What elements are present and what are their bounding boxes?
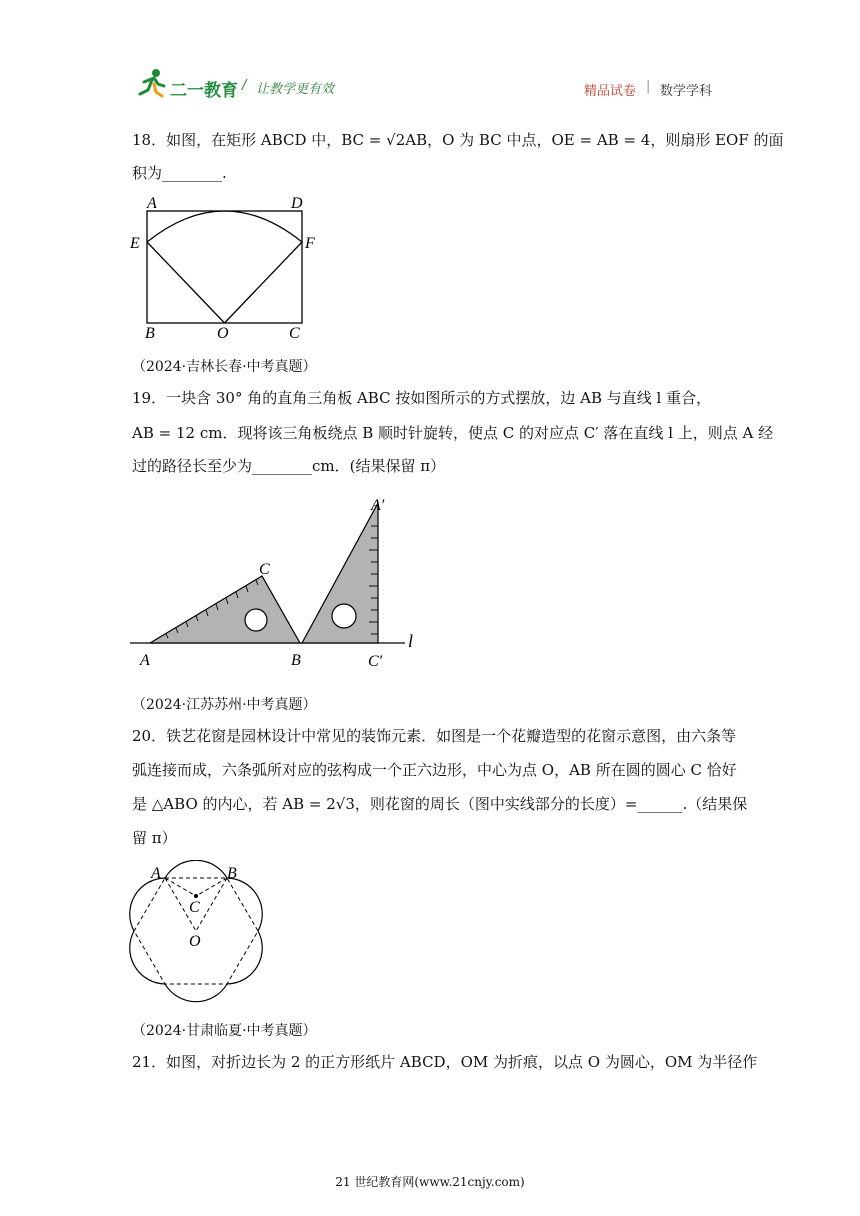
q19-line-3: 过的路径长至少为________cm．(结果保留 π） <box>132 457 446 475</box>
header-label-subject: 数学学科 <box>660 84 713 99</box>
q18-line-2: 积为________. <box>132 164 227 182</box>
header <box>132 68 732 108</box>
q20-label-O: O <box>189 933 201 950</box>
q19-label-l: l <box>408 631 414 651</box>
slogan-divider: / <box>242 78 247 93</box>
q20-line-3: 是 △ABO 的内心，若 AB = 2√3，则花窗的周长（图中实线部分的长度）=______.（结果保 <box>132 795 748 813</box>
q21-line-1: 21．如图，对折边长为 2 的正方形纸片 ABCD，OM 为折痕，以点 O 为圆心，OM 为半径作 <box>132 1053 758 1071</box>
runner-logo-icon <box>136 68 168 98</box>
q18-label-E: E <box>130 235 140 252</box>
q19-source: （2024·江苏苏州·中考真题） <box>132 697 317 713</box>
q19-label-A-prime: A′ <box>371 497 385 514</box>
q18-label-C: C <box>289 325 300 340</box>
q20-figure <box>125 860 275 1005</box>
logo-text: 二一教育 <box>170 81 238 101</box>
q19-line-2: AB = 12 cm．现将该三角板绕点 B 顺时针旋转，使点 C 的对应点 C′ 落在直线 l 上，则点 A 经 <box>132 424 774 442</box>
q20-label-A: A <box>151 865 161 882</box>
q20-line-2: 弧连接而成，六条弧所对应的弦构成一个正六边形，中心为点 O，AB 所在圆的圆心 C 恰好 <box>132 761 737 779</box>
q19-label-A: A <box>140 652 150 669</box>
q18-line-1: 18．如图，在矩形 ABCD 中，BC = √2AB，O 为 BC 中点，OE = AB = 4，则扇形 EOF 的面 <box>132 131 784 149</box>
q20-label-C: C <box>189 899 200 916</box>
header-label-exam: 精品试卷 <box>584 84 637 99</box>
q18-label-A: A <box>147 195 157 212</box>
q20-line-4: 留 π） <box>132 829 177 847</box>
q18-label-B: B <box>145 325 155 340</box>
q19-label-C: C <box>259 561 270 578</box>
q18-label-O: O <box>217 325 229 340</box>
q18-figure <box>125 190 325 340</box>
slogan: 让教学更有效 <box>256 82 335 97</box>
header-divider: | <box>646 79 651 94</box>
q19-figure <box>125 488 435 678</box>
q19-label-B: B <box>291 652 301 669</box>
q18-label-D: D <box>291 195 303 212</box>
q18-source: （2024·吉林长春·中考真题） <box>132 359 317 375</box>
q20-label-B: B <box>227 865 237 882</box>
q20-source: （2024·甘肃临夏·中考真题） <box>132 1023 317 1039</box>
q19-label-C-prime: C′ <box>368 653 383 670</box>
q18-label-F: F <box>305 235 315 252</box>
q20-line-1: 20．铁艺花窗是园林设计中常见的装饰元素．如图是一个花瓣造型的花窗示意图，由六条等 <box>132 727 737 745</box>
q19-line-1: 19．一块含 30° 角的直角三角板 ABC 按如图所示的方式摆放，边 AB 与直线 l 重合， <box>132 389 712 407</box>
page-footer: 21 世纪教育网(www.21cnjy.com) <box>335 1175 525 1189</box>
